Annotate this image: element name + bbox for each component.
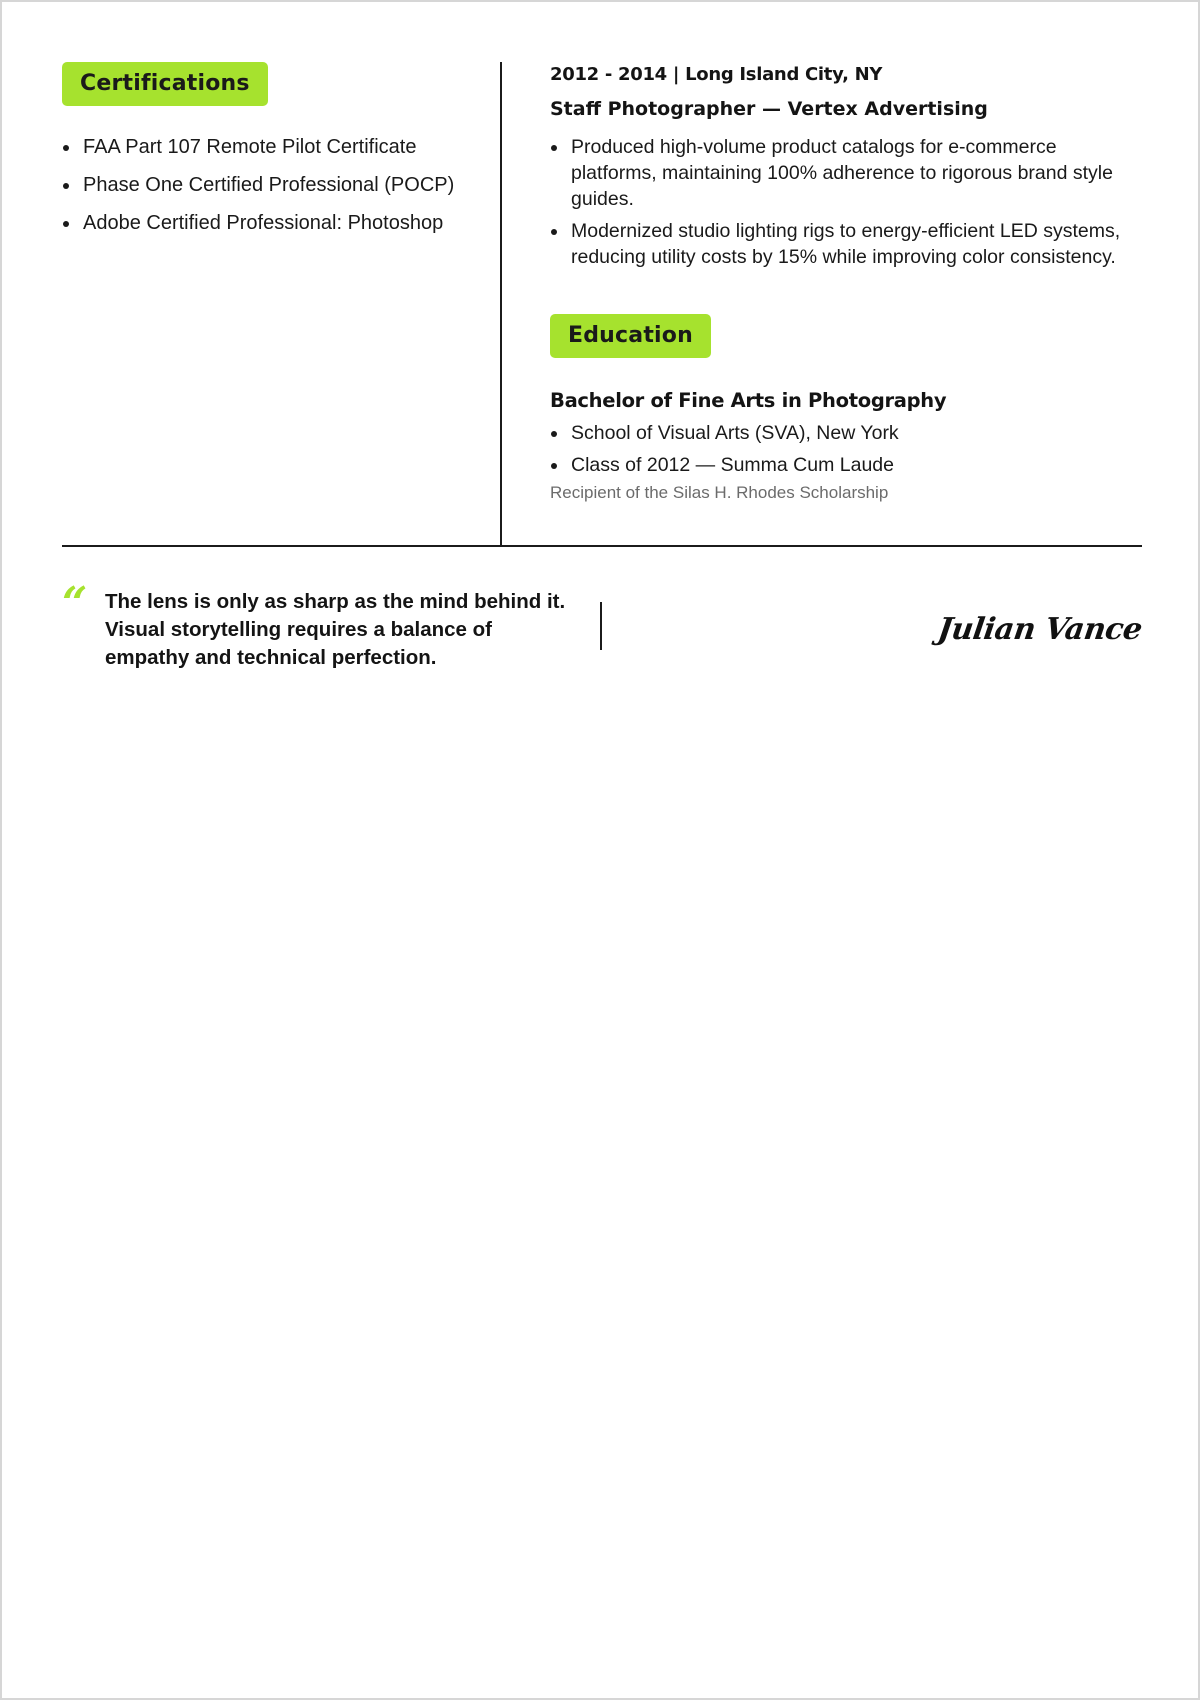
education-list	[550, 420, 1142, 478]
education-heading: Education	[550, 314, 711, 358]
certifications-list	[62, 134, 500, 236]
degree-title: Bachelor of Fine Arts in Photography	[550, 389, 947, 412]
job-bullet: Modernized studio lighting rigs to energy-efficient LED systems, reducing utility costs by 15% while improving color consistency.	[550, 218, 1142, 270]
quote-icon: “	[62, 578, 88, 629]
quote-section	[62, 578, 1145, 669]
education-item: Class of 2012 — Summa Cum Laude	[550, 452, 1142, 478]
education-item: School of Visual Arts (SVA), New York	[550, 420, 1142, 446]
scholarship-note: Recipient of the Silas H. Rhodes Scholarship	[550, 483, 889, 502]
quote-text: The lens is only as sharp as the mind behind it. Visual storytelling requires a balance of empathy and technical perfection.	[105, 590, 566, 669]
right-column	[502, 62, 1142, 547]
section-divider	[62, 545, 1142, 547]
certification-item: Adobe Certified Professional: Photoshop	[62, 210, 500, 236]
job-bullet: Produced high-volume product catalogs for e-commerce platforms, maintaining 100% adherence to rigorous brand style guides.	[550, 134, 1142, 212]
certification-item: Phase One Certified Professional (POCP)	[62, 172, 500, 198]
job-dates-location: 2012 - 2014 | Long Island City, NY	[550, 64, 883, 85]
signature: Julian Vance	[935, 612, 1145, 647]
certification-item: FAA Part 107 Remote Pilot Certificate	[62, 134, 500, 160]
job-bullets	[550, 134, 1142, 270]
content-columns	[62, 62, 1142, 547]
left-column	[62, 62, 502, 547]
quote-divider	[600, 602, 602, 650]
education-heading-wrap	[550, 314, 1142, 358]
certifications-heading: Certifications	[62, 62, 268, 106]
job-title: Staff Photographer — Vertex Advertising	[550, 98, 988, 120]
